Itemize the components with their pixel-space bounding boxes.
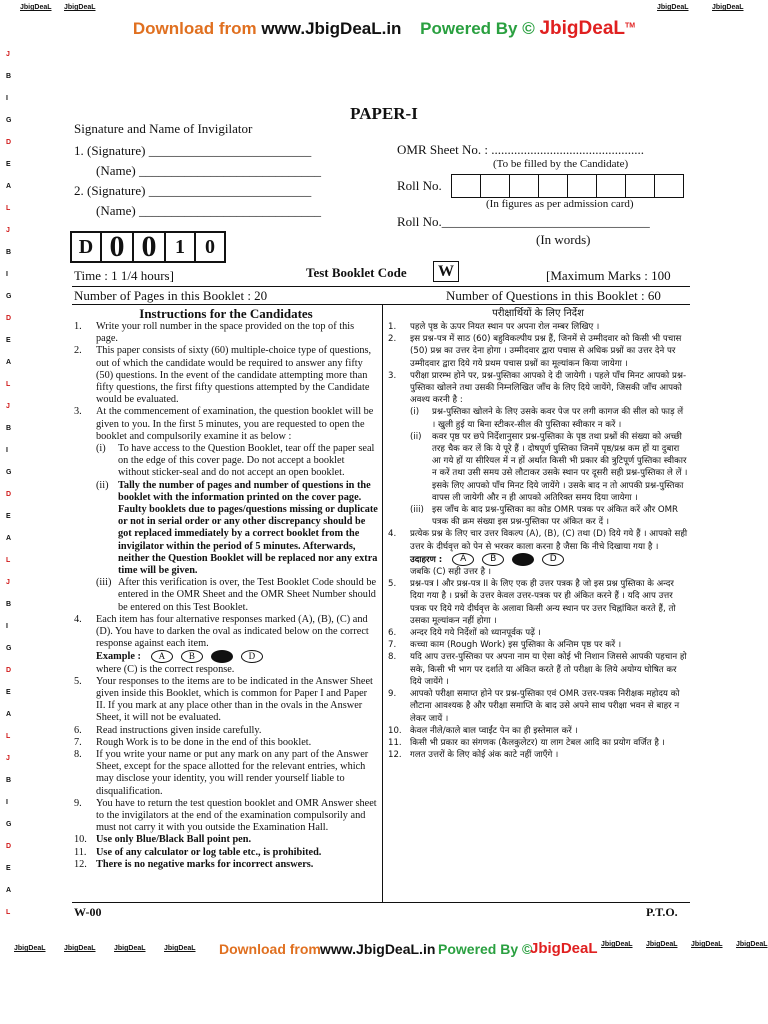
- instruction-text: प्रत्येक प्रश्न के लिए चार उत्तर विकल्प (A), (B), (C) तथा (D) दिये गये हैं । आपको सही उत्तर के दीर्घवृत्त को पेन से भरकर काला करना है जैसा कि नीचे दिखाया गया है ।: [410, 529, 688, 552]
- max-marks-label: [Maximum Marks : 100: [546, 268, 671, 283]
- instruction-text: कवर पृष्ठ पर छपे निर्देशानुसार प्रश्न-पुस्तिका के पृष्ठ तथा प्रश्नों की संख्या को अच्छी तरह चैक कर लें कि ये पूरे हैं । दोषपूर्ण पुस्तिका जिनमें पृष्ठ/प्रश्न कम हों या दुबारा आ गये हों या सीरियल में न हों अर्थात किसी भी प्रकार की त्रुटिपूर्ण पुस्तिका स्वीकार न करें तथा उसी समय उसे लौटाकर उसके स्थान पर दूसरी सही प्रश्न-पुस्तिका ले लें । इसके लिए आपको पाँच मिनट दिये जायेंगे । उसके बाद न तो आपकी प्रश्न-पुस्तिका वापस ली जायेगी और न ही आपको अतिरिक्त समय दिया जायेगा ।: [432, 431, 688, 503]
- side-watermark-letter: G: [6, 645, 12, 652]
- side-watermark-letter: I: [6, 799, 8, 806]
- side-watermark-letter: E: [6, 161, 11, 168]
- roll-digit-box[interactable]: [654, 174, 684, 198]
- footer-watermark-tag: JbigDeaL: [601, 941, 633, 948]
- divider-line: [72, 286, 690, 287]
- banner-brand-logo: JbigDeaL: [539, 18, 625, 39]
- instruction-number: 2.: [74, 345, 82, 357]
- footer-brand-logo: JbigDeaL: [530, 940, 598, 957]
- omr-note: (To be filled by the Candidate): [493, 158, 629, 170]
- instruction-text: Write your roll number in the space provided on the top of this page.: [96, 321, 355, 345]
- omr-block: [397, 142, 644, 170]
- instruction-number: 6.: [388, 628, 397, 639]
- footer-powered-text: Powered By ©: [438, 941, 533, 957]
- side-watermark-letter: D: [6, 315, 12, 322]
- instruction-number: 10.: [388, 725, 402, 736]
- instruction-item: [74, 664, 378, 676]
- footer-watermark-tag: JbigDeaL: [114, 945, 146, 952]
- instruction-text: At the commencement of examination, the question booklet will be given to you. In the first 5 minutes, you are requested to open the booklet and compulsorily examine it as below :: [96, 406, 374, 442]
- instruction-item: [388, 370, 688, 407]
- side-watermark-letter: I: [6, 623, 8, 630]
- instruction-text: Rough Work is to be done in the end of this booklet.: [96, 736, 312, 748]
- footer-download-text: Download from: [219, 941, 321, 957]
- instruction-item: [388, 749, 688, 761]
- code-char: 0: [132, 231, 166, 263]
- download-banner: [0, 18, 768, 40]
- answer-oval: B: [482, 553, 504, 566]
- instructions-list-english: [74, 321, 378, 871]
- instruction-text: कच्चा काम (Rough Work) इस पुस्तिका के अन्तिम पृष्ठ पर करें ।: [410, 640, 622, 651]
- instruction-number: 8.: [74, 748, 82, 760]
- divider-line: [72, 304, 690, 305]
- instruction-text: पहले पृष्ठ के ऊपर नियत स्थान पर अपना रोल नम्बर लिखिए ।: [410, 322, 600, 332]
- instruction-item: [388, 627, 688, 639]
- instruction-text: प्रश्न-पुस्तिका खोलने के लिए उसके कवर पेज पर लगी कागज की सील को फाड़ लें । खुली हुई या बिना स्टीकर-सील की पुस्तिका स्वीकार न करें ।: [432, 407, 684, 430]
- side-watermark-letter: D: [6, 843, 12, 850]
- side-watermark-letter: E: [6, 865, 11, 872]
- instruction-item: [388, 553, 688, 566]
- side-watermark-letter: L: [6, 381, 11, 388]
- side-watermark-letter: D: [6, 139, 12, 146]
- instruction-item: [74, 749, 378, 798]
- side-watermark-letter: B: [6, 425, 12, 432]
- example-ovals: [147, 651, 267, 662]
- instruction-number: (iii): [96, 577, 112, 589]
- roll-no-words-line: Roll No.________________________________: [397, 214, 650, 229]
- instruction-number: 5.: [74, 675, 82, 687]
- instruction-item: [388, 725, 688, 737]
- instruction-text: परीक्षा प्रारम्भ होने पर, प्रश्न-पुस्तिका आपको दे दी जायेगी । पहले पाँच मिनट आपको प्रश्न-पुस्तिका खोलने तथा उसकी निम्नलिखित जाँच के लिए दिये जायेंगे, जिसकी जाँच आपको अवश्य करनी है :: [410, 370, 687, 406]
- side-watermark-letter: E: [6, 337, 11, 344]
- instruction-number: 5.: [388, 579, 397, 590]
- instruction-number: 9.: [388, 689, 397, 700]
- in-words-note: (In words): [536, 232, 591, 247]
- banner-site-link[interactable]: www.JbigDeaL.in: [261, 19, 402, 38]
- instruction-item: [388, 333, 688, 370]
- instruction-text: जबकि (C) सही उत्तर है ।: [410, 567, 492, 578]
- instruction-item: [96, 577, 378, 614]
- footer-watermark-tag: JbigDeaL: [736, 941, 768, 948]
- instruction-text: इस जाँच के बाद प्रश्न-पुस्तिका का कोड OMR पत्रक पर अंकित करें और OMR पत्रक की क्रम संख्या इस प्रश्न-पुस्तिका पर अंकित कर दें ।: [432, 505, 679, 528]
- side-watermark-letter: B: [6, 601, 12, 608]
- instruction-number: 4.: [74, 613, 82, 625]
- instruction-item: [410, 406, 688, 430]
- instruction-text: There is no negative marks for incorrect answers.: [96, 858, 314, 870]
- paper-title: PAPER-I: [350, 104, 418, 123]
- side-watermark-letter: J: [6, 403, 10, 410]
- instruction-number: (ii): [410, 431, 422, 442]
- instruction-item: [388, 528, 688, 552]
- instruction-text: Use only Blue/Black Ball point pen.: [96, 834, 252, 846]
- side-watermark-letter: L: [6, 205, 11, 212]
- instruction-item: [74, 859, 378, 871]
- instruction-item: [388, 639, 688, 651]
- instruction-item: [74, 321, 378, 345]
- roll-digit-box[interactable]: [509, 174, 539, 198]
- instruction-text: Read instructions given inside carefully.: [96, 724, 262, 736]
- answer-oval: D: [542, 553, 564, 566]
- instruction-number: (iii): [410, 505, 424, 516]
- side-watermark-letter: G: [6, 469, 12, 476]
- roll-digit-box[interactable]: [596, 174, 626, 198]
- name-1: (Name) ____________________________: [96, 163, 321, 178]
- instruction-number: 1.: [74, 321, 82, 332]
- instruction-number: 10.: [74, 834, 87, 846]
- instruction-number: 4.: [388, 529, 397, 540]
- side-watermark-letter: I: [6, 271, 8, 278]
- instruction-text: You have to return the test question booklet and OMR Answer sheet to the invigilators at the end of the examination compulsorily and must not carry it with you outside the Examination Hall.: [96, 797, 377, 834]
- omr-sheet-label: OMR Sheet No. : ...............................................: [397, 142, 644, 157]
- instruction-number: 8.: [388, 652, 397, 663]
- footer-watermark-tag: JbigDeaL: [691, 941, 723, 948]
- side-watermark-letter: J: [6, 755, 10, 762]
- side-watermark-letter: A: [6, 535, 12, 542]
- instruction-number: (ii): [96, 479, 109, 491]
- instruction-item: [74, 725, 378, 737]
- instruction-item: [410, 504, 688, 528]
- roll-digit-box[interactable]: [538, 174, 568, 198]
- instruction-number: 11.: [74, 846, 87, 858]
- column-divider: [382, 304, 383, 902]
- instruction-text: To have access to the Question Booklet, tear off the paper seal on the edge of this cover page. Do not accept a booklet without sticker-seal and do not accept an open booklet.: [118, 443, 375, 479]
- instruction-item: [74, 406, 378, 443]
- instruction-item: [74, 847, 378, 859]
- side-watermark-letter: A: [6, 359, 12, 366]
- pages-count-label: Number of Pages in this Booklet : 20: [74, 288, 268, 303]
- instruction-item: [74, 614, 378, 651]
- side-watermark-letter: J: [6, 579, 10, 586]
- side-watermark-letter: G: [6, 293, 12, 300]
- answer-oval: A: [452, 553, 474, 566]
- booklet-code-box: W: [433, 261, 459, 282]
- instructions-heading: Instructions for the Candidates: [139, 306, 313, 321]
- code-char: 0: [194, 231, 226, 263]
- instruction-number: 7.: [74, 736, 82, 748]
- instructions-hindi: [388, 306, 688, 761]
- side-watermark-letter: J: [6, 51, 10, 58]
- instruction-number: 2.: [388, 334, 397, 345]
- instruction-text: किसी भी प्रकार का संगणक (कैलकुलेटर) या लाग टेबल आदि का प्रयोग वर्जित है ।: [410, 737, 665, 748]
- answer-oval: D: [241, 650, 263, 663]
- footer-watermark-tag: JbigDeaL: [64, 945, 96, 952]
- time-label: Time : 1 1/4 hours]: [74, 268, 174, 283]
- instruction-item: [74, 834, 378, 846]
- instruction-text: Each item has four alternative responses marked (A), (B), (C) and (D). You have to darken the oval as indicated below on the correct response against each item.: [96, 613, 369, 650]
- instruction-text: अन्दर दिये गये निर्देशों को ध्यानपूर्वक पढ़ें ।: [410, 628, 541, 639]
- roll-number-boxes: [452, 174, 684, 198]
- side-watermark-letter: A: [6, 183, 12, 190]
- instruction-text: केवल नीले/काले बाल प्वाईंट पेन का ही इस्तेमाल करें ।: [410, 725, 578, 736]
- side-watermark-letter: E: [6, 689, 11, 696]
- instruction-item: [388, 737, 688, 749]
- banner-download-text: Download from: [132, 19, 257, 38]
- booklet-code-label: Test Booklet Code: [306, 265, 407, 280]
- roll-digit-box[interactable]: [480, 174, 510, 198]
- instructions-list-hindi: [388, 321, 688, 761]
- instruction-text: where (C) is the correct response.: [96, 663, 235, 675]
- answer-oval: B: [181, 650, 203, 663]
- instruction-item: [410, 431, 688, 504]
- instruction-item: [96, 480, 378, 578]
- instruction-item: [388, 651, 688, 688]
- name-2: (Name) ____________________________: [96, 203, 321, 218]
- instruction-number: 3.: [388, 370, 397, 381]
- instruction-item: [388, 688, 688, 725]
- roll-digit-box[interactable]: [451, 174, 481, 198]
- roll-digit-box[interactable]: [567, 174, 597, 198]
- divider-line: [72, 902, 690, 903]
- banner-powered-text: Powered By ©: [420, 19, 535, 38]
- watermark-corner-left-1: JbigDeaL: [20, 4, 52, 11]
- instructions-english: [74, 306, 378, 871]
- side-watermark-letter: D: [6, 667, 12, 674]
- footer-watermark-tag: JbigDeaL: [646, 941, 678, 948]
- instruction-item: [388, 321, 688, 333]
- invigilator-heading: Signature and Name of Invigilator: [74, 121, 253, 136]
- instruction-number: 6.: [74, 724, 82, 736]
- watermark-corner-right-1: JbigDeaL: [657, 4, 689, 11]
- side-watermark-letter: E: [6, 513, 11, 520]
- roll-no-label: Roll No.: [397, 178, 442, 193]
- instruction-text: Use of any calculator or log table etc., is prohibited.: [96, 846, 322, 858]
- questions-count-label: Number of Questions in this Booklet : 60: [446, 288, 661, 303]
- instruction-text: उदाहरण :: [410, 554, 443, 565]
- instruction-text: आपको परीक्षा समाप्त होने पर प्रश्न-पुस्तिका एवं OMR उत्तर-पत्रक निरीक्षक महोदय को लौटाना आवश्यक है और परीक्षा समाप्ति के बाद उसे अपने साथ परीक्षा भवन से बाहर न लेकर जायें ।: [410, 689, 680, 724]
- side-watermark-letter: L: [6, 557, 11, 564]
- answer-oval: [211, 650, 233, 663]
- instruction-text: गलत उत्तरों के लिए कोई अंक काटे नहीं जाएँगे ।: [410, 750, 559, 761]
- footer-watermark-tag: JbigDeaL: [14, 945, 46, 952]
- invigilator-block: [74, 119, 321, 221]
- instruction-item: [388, 578, 688, 627]
- side-watermark-letter: G: [6, 117, 12, 124]
- side-watermark-letter: B: [6, 249, 12, 256]
- instruction-item: [74, 650, 378, 663]
- footer-code: W-00: [74, 905, 102, 919]
- instruction-number: 11.: [388, 737, 402, 748]
- side-watermark-letter: J: [6, 227, 10, 234]
- instruction-number: 3.: [74, 406, 82, 418]
- instruction-item: [74, 676, 378, 725]
- side-watermark-letters: [6, 44, 14, 924]
- instruction-text: This paper consists of sixty (60) multiple-choice type of questions, out of which the candidate would be required to answer any fifty (50) questions. In the event of the candidate attempting more than fifty questions, the first fifty questions attempted by the Candidate would be evaluated.: [96, 345, 372, 406]
- side-watermark-letter: G: [6, 821, 12, 828]
- side-watermark-letter: D: [6, 491, 12, 498]
- instruction-item: [74, 737, 378, 749]
- watermark-corner-right-2: JbigDeaL: [712, 4, 744, 11]
- code-char: 1: [164, 231, 196, 263]
- side-watermark-letter: B: [6, 73, 12, 80]
- example-ovals: [448, 555, 568, 565]
- instruction-text: इस प्रश्न-पत्र में साठ (60) बहुविकल्पीय प्रश्न हैं, जिनमें से उम्मीदवार को किसी भी पचास (50) प्रश्न का उत्तर देना होगा । उम्मीदवार द्वारा पचास से अधिक प्रश्नों का उत्तर देने पर उम्मीदवार द्वारा दिये गये प्रथम पचास प्रश्नों का मूल्यांकन किया जायेगा ।: [410, 334, 682, 369]
- signature-2: 2. (Signature) _________________________: [74, 183, 312, 198]
- instruction-item: [74, 798, 378, 835]
- code-char: D: [70, 231, 102, 263]
- instruction-text: After this verification is over, the Test Booklet Code should be entered in the OMR Sheet and the OMR Sheet Number should be entered on this Test Booklet.: [118, 577, 377, 613]
- instructions-heading-hindi: परीक्षार्थियों के लिए निर्देश: [492, 308, 584, 319]
- instruction-number: 12.: [74, 858, 87, 870]
- instruction-number: 12.: [388, 750, 402, 761]
- instruction-text: प्रश्न-पत्र I और प्रश्न-पत्र II के लिए एक ही उत्तर पत्रक है जो इस प्रश्न पुस्तिका के अन्दर दिया गया है । प्रश्नों के उत्तर केवल उत्तर-पत्रक पर ही अंकित करने हैं । यदि आप उत्तर पत्रक पर दिये गये दीर्घवृत्त के अलावा किसी अन्य स्थान पर उत्तर चिह्नांकित करते हैं, तो उसका मूल्यांकन नहीं होगा ।: [410, 579, 676, 626]
- instruction-item: [388, 566, 688, 578]
- pto-label: P.T.O.: [646, 905, 678, 919]
- instruction-text: यदि आप उत्तर-पुस्तिका पर अपना नाम या ऐसा कोई भी निशान जिससे आपकी पहचान हो सके, किसी भी भाग पर दर्शाते या अंकित करते हैं तो परीक्षा के लिये अयोग्य घोषित कर दिये जायेंगे ।: [410, 652, 687, 687]
- footer-watermark-tag: JbigDeaL: [164, 945, 196, 952]
- instruction-number: (i): [410, 407, 420, 418]
- side-watermark-letter: A: [6, 887, 12, 894]
- instruction-item: [96, 443, 378, 480]
- instruction-text: Tally the number of pages and number of questions in the booklet with the information printed on the cover page. Faulty booklets due to pages/questions missing or duplicate or not in serial order or any other discrepancy should be got replaced immediately by a correct booklet from the invigilator within the period of 5 minutes. Afterwards, neither the Question Booklet will be replaced nor any extra time will be given.: [118, 479, 378, 577]
- instruction-item: [74, 345, 378, 406]
- roll-digit-box[interactable]: [625, 174, 655, 198]
- side-watermark-letter: A: [6, 711, 12, 718]
- watermark-corner-left-2: JbigDeaL: [64, 4, 96, 11]
- instruction-number: 9.: [74, 797, 82, 809]
- answer-oval: A: [151, 650, 173, 663]
- instruction-number: 1.: [388, 322, 397, 332]
- answer-oval: [512, 553, 534, 566]
- instruction-number: (i): [96, 443, 106, 455]
- subject-code-boxes: [72, 231, 226, 263]
- instruction-text: If you write your name or put any mark on any part of the Answer Sheet, except for the space allotted for the relevant entries, which may disclose your identity, you will render yourself liable to disqualification.: [96, 748, 369, 797]
- side-watermark-letter: L: [6, 909, 11, 916]
- instruction-text: Your responses to the items are to be indicated in the Answer Sheet given inside this Booklet, which is common for Paper I and Paper II. If you mark at any place other than in the ovals in the Answer Sheet, it will not be evaluated.: [96, 675, 373, 724]
- instruction-number: 7.: [388, 640, 397, 651]
- signature-1: 1. (Signature) _________________________: [74, 143, 312, 158]
- footer-site-link[interactable]: www.JbigDeaL.in: [320, 941, 436, 957]
- roll-no-note: (In figures as per admission card): [486, 198, 634, 210]
- side-watermark-letter: I: [6, 447, 8, 454]
- instruction-text: Example :: [96, 651, 141, 663]
- side-watermark-letter: I: [6, 95, 8, 102]
- code-char: 0: [100, 231, 134, 263]
- banner-trademark: TM: [625, 22, 636, 30]
- side-watermark-letter: B: [6, 777, 12, 784]
- side-watermark-letter: L: [6, 733, 11, 740]
